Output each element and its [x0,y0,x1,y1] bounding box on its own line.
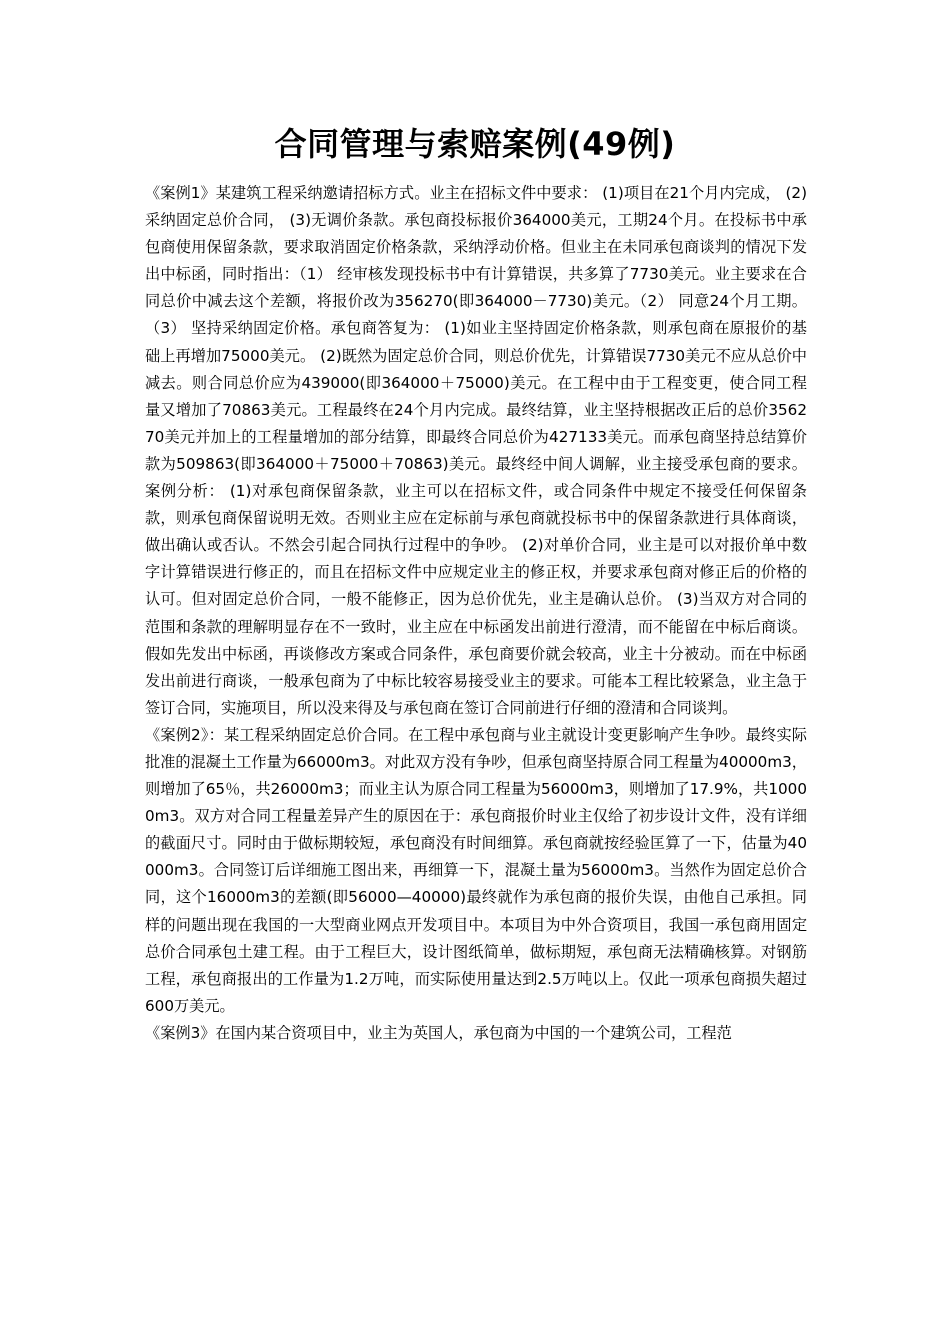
paragraph-case-3: 《案例3》在国内某合资项目中，业主为英国人，承包商为中国的一个建筑公司，工程范 [145,1023,732,1042]
document-title: 合同管理与索赔案例(49例) [274,125,676,163]
paragraph-case-2: 《案例2》：某工程采纳固定总价合同。在工程中承包商与业主就设计变更影响产生争吵。最终实际批准的混凝土工作量为66000m3。对此双方没有争吵，但承包商坚持原合同工程量为40000m3，则增加了65％，共26000m3；而业主认为原合同工程量为56000m3，则增加了17.9%，共10000m3。双方对合同工程量差异产生的原因在于：承包商报价时业主仅给了初步设计文件，没有详细的截面尺寸。同时由于做标期较短，承包商没有时间细算。承包商就按经验匡算了一下，估量为40000m3。合同签订后详细施工图出来，再细算一下，混凝土量为56000m3。当然作为固定总价合同，这个16000m3的差额(即56000—40000)最终就作为承包商的报价失误，由他自己承担。同样的问题出现在我国的一大型商业网点开发项目中。本项目为中外合资项目，我国一承包商用固定总价合同承包土建工程。由于工程巨大，设计图纸简单，做标期短，承包商无法精确核算。对钢筋工程，承包商报出的工作量为1.2万吨，而实际使用量达到2.5万吨以上。仅此一项承包商损失超过600万美元。 [145,725,807,1015]
document-body [145,180,807,1047]
paragraph-case-1: 《案例1》某建筑工程采纳邀请招标方式。业主在招标文件中要求： (1)项目在21个月内完成， (2)采纳固定总价合同， (3)无调价条款。承包商投标报价364000美元，工期24个月。在投标书中承包商使用保留条款，要求取消固定价格条款，采纳浮动价格。但业主在未同承包商谈判的情况下发出中标函，同时指出：（1） 经审核发现投标书中有计算错误，共多算了7730美元。业主要求在合同总价中减去这个差额，将报价改为356270(即364000－7730)美元。（2） 同意24个月工期。（3） 坚持采纳固定价格。承包商答复为： (1)如业主坚持固定价格条款，则承包商在原报价的基础上再增加75000美元。 (2)既然为固定总价合同，则总价优先，计算错误7730美元不应从总价中减去。则合同总价应为439000(即364000＋75000)美元。在工程中由于工程变更，使合同工程量又增加了70863美元。工程最终在24个月内完成。最终结算，业主坚持根据改正后的总价356270美元并加上的工程量增加的部分结算，即最终合同总价为427133美元。而承包商坚持总结算价款为509863(即364000＋75000＋70863)美元。最终经中间人调解，业主接受承包商的要求。案例分析： (1)对承包商保留条款，业主可以在招标文件，或合同条件中规定不接受任何保留条款，则承包商保留说明无效。否则业主应在定标前与承包商就投标书中的保留条款进行具体商谈，做出确认或否认。不然会引起合同执行过程中的争吵。 (2)对单价合同，业主是可以对报价单中数字计算错误进行修正的，而且在招标文件中应规定业主的修正权，并要求承包商对修正后的价格的认可。但对固定总价合同，一般不能修正，因为总价优先，业主是确认总价。 (3)当双方对合同的范围和条款的理解明显存在不一致时，业主应在中标函发出前进行澄清，而不能留在中标后商谈。假如先发出中标函，再谈修改方案或合同条件，承包商要价就会较高，业主十分被动。而在中标函发出前进行商谈，一般承包商为了中标比较容易接受业主的要求。可能本工程比较紧急，业主急于签订合同，实施项目，所以没来得及与承包商在签订合同前进行仔细的澄清和合同谈判。 [145,184,807,717]
